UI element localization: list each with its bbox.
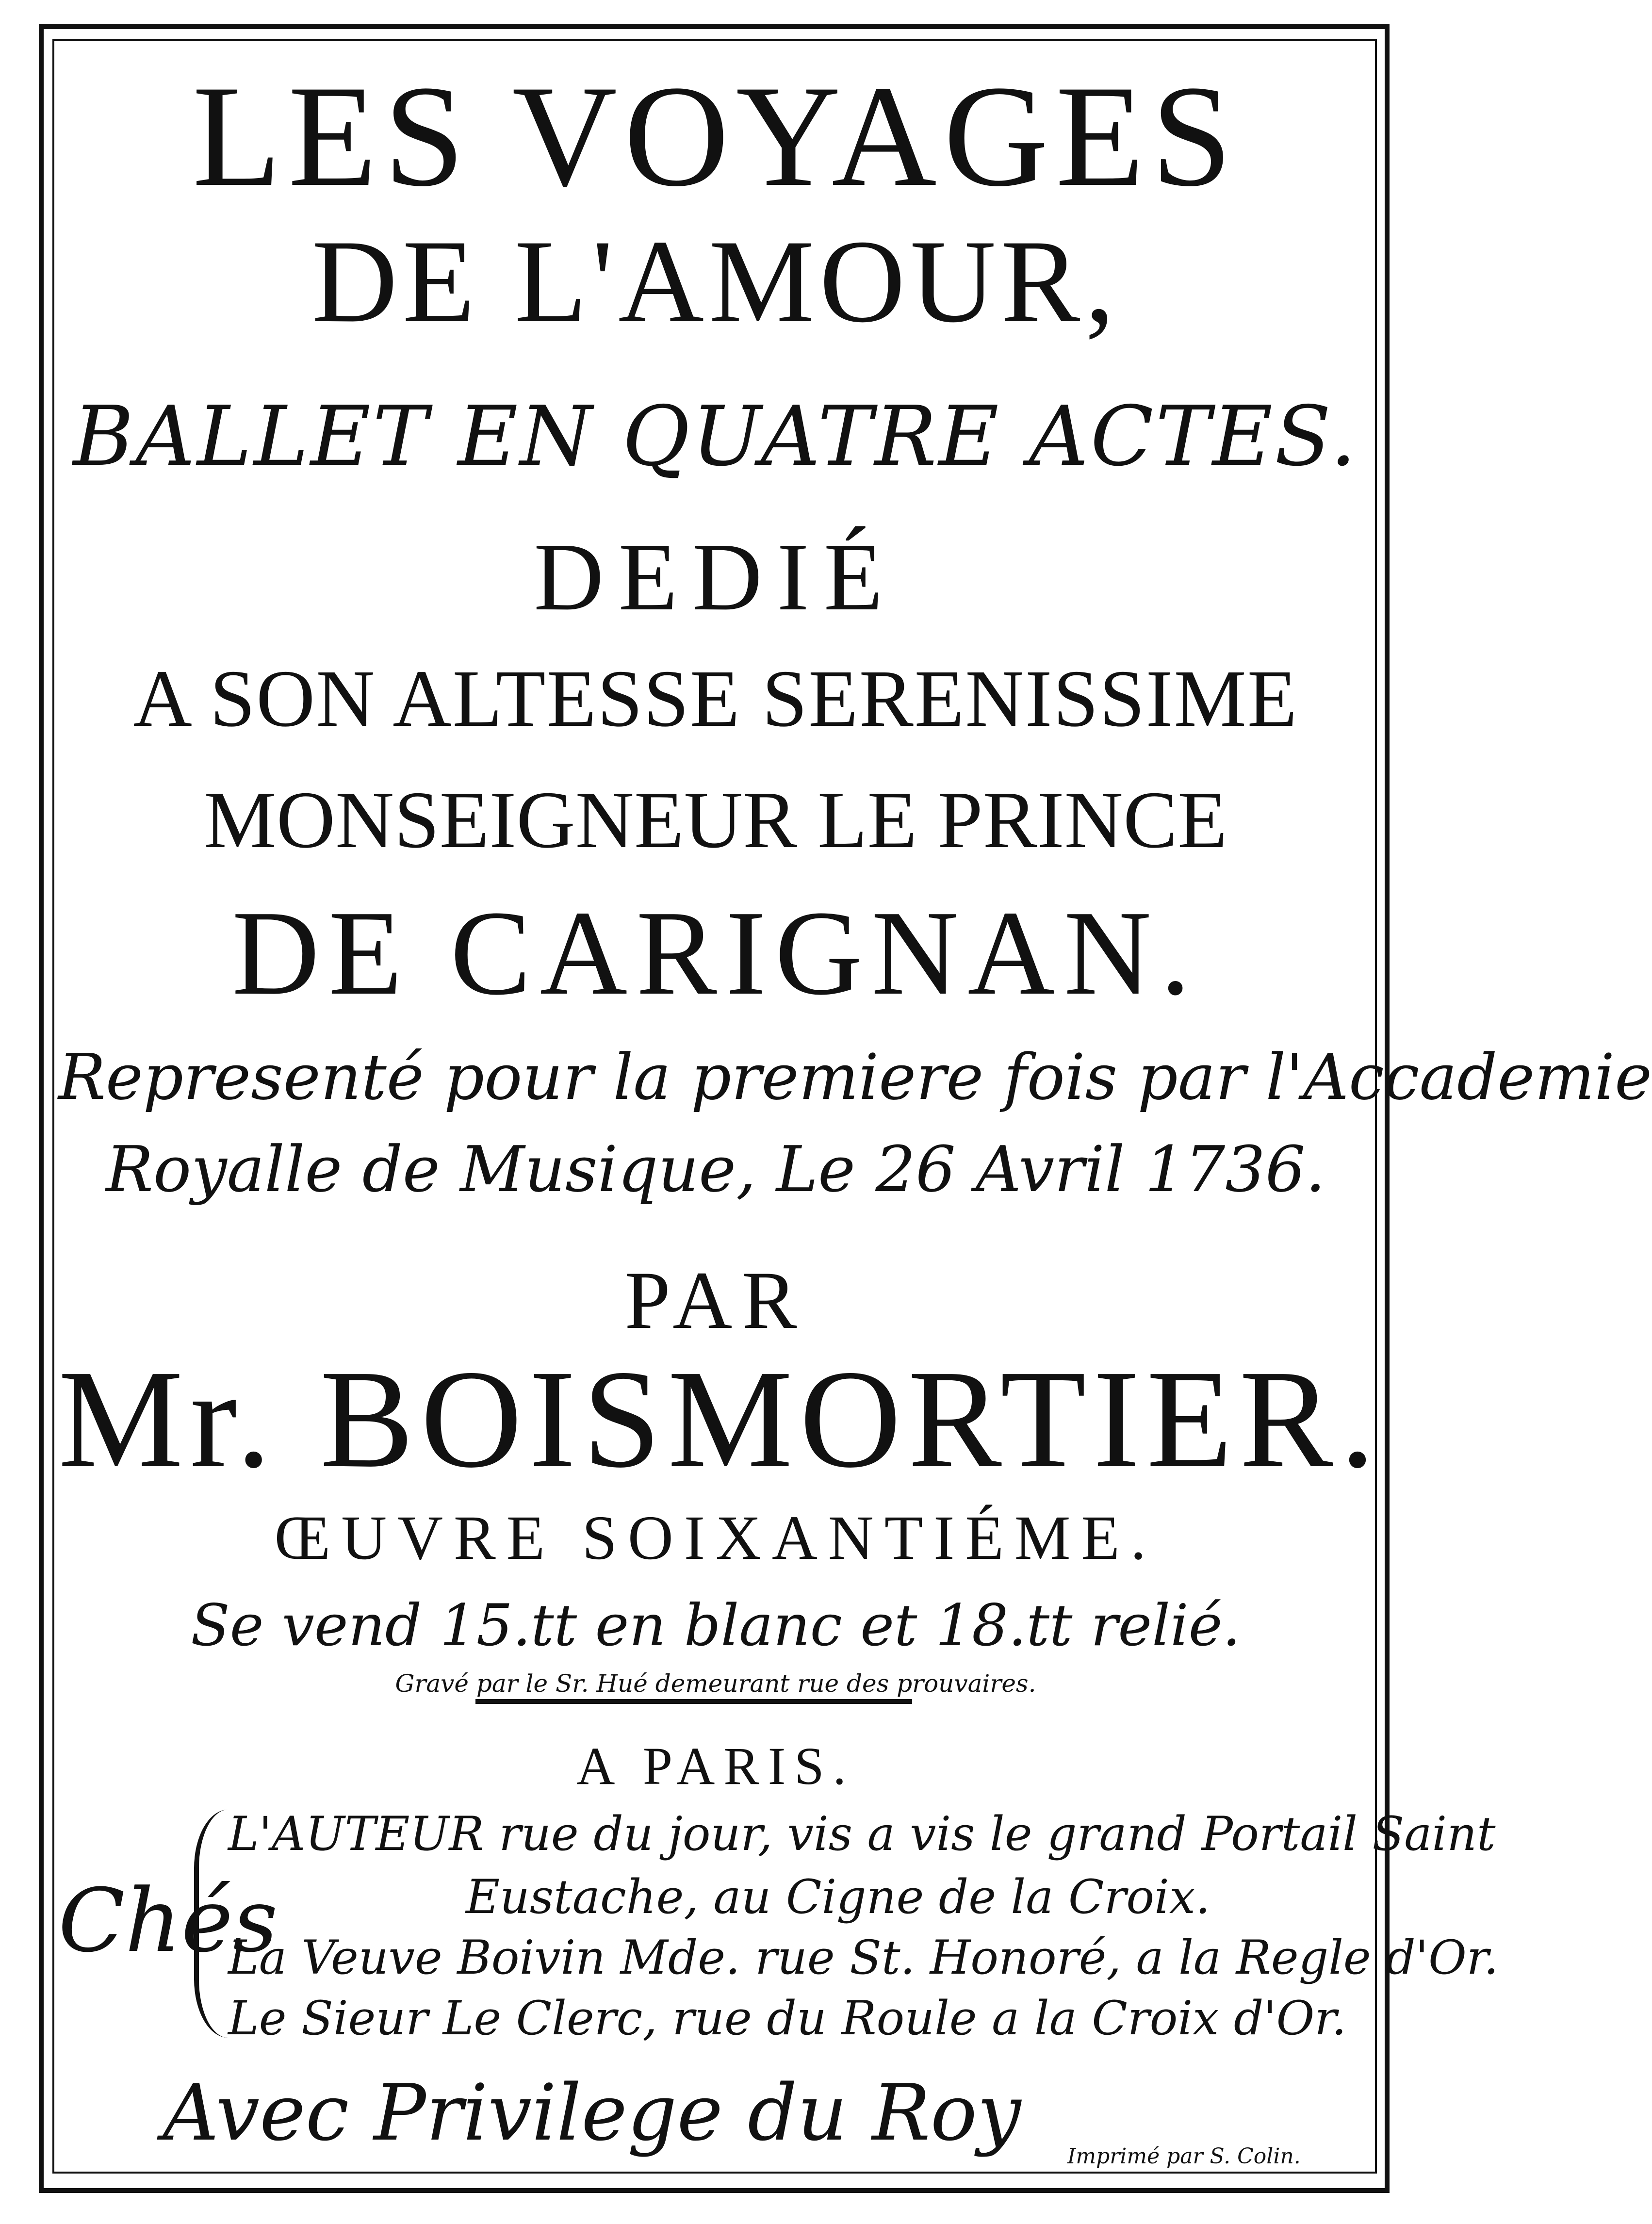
city-label: A PARIS. bbox=[576, 1736, 855, 1796]
curly-brace-icon bbox=[194, 1810, 228, 2038]
price-line: Se vend 15.tt en blanc et 18.tt relié. bbox=[190, 1592, 1241, 1659]
dedicatee-line-3: DE CARIGNAN. bbox=[232, 886, 1199, 1020]
by-label: PAR bbox=[624, 1255, 807, 1346]
dedication-heading: DEDIÉ bbox=[534, 523, 898, 631]
printer-credit: Imprimé par S. Colin. bbox=[1067, 2144, 1301, 2169]
title-line-1: LES VOYAGES bbox=[192, 55, 1239, 216]
engraver-underline bbox=[475, 1699, 912, 1704]
composer-name: Mr. BOISMORTIER. bbox=[58, 1341, 1382, 1497]
title-line-2: DE L'AMOUR, bbox=[311, 215, 1120, 347]
ches-label: Chés bbox=[58, 1870, 278, 1972]
address-line-4: Le Sieur Le Clerc, rue du Roule a la Croix d'Or. bbox=[228, 1991, 1347, 2045]
privilege-line: Avec Privilege du Roy bbox=[163, 2067, 1021, 2158]
opus-number: ŒUVRE SOIXANTIÉME. bbox=[274, 1503, 1157, 1573]
engraver-credit: Gravé par le Sr. Hué demeurant rue des prouvaires. bbox=[395, 1669, 1036, 1698]
performance-line-2: Royalle de Musique, Le 26 Avril 1736. bbox=[106, 1132, 1325, 1206]
address-line-2: Eustache, au Cigne de la Croix. bbox=[466, 1870, 1210, 1924]
dedicatee-line-2: MONSEIGNEUR LE PRINCE bbox=[204, 775, 1227, 865]
performance-line-1: Representé pour la premiere fois par l'Accademie bbox=[58, 1040, 1652, 1114]
address-line-1: L'AUTEUR rue du jour, vis a vis le grand Portail Saint bbox=[228, 1807, 1496, 1861]
address-line-3: La Veuve Boivin Mde. rue St. Honoré, a la Regle d'Or. bbox=[228, 1930, 1499, 1985]
subtitle-ballet: BALLET EN QUATRE ACTES. bbox=[73, 389, 1358, 485]
dedicatee-line-1: A SON ALTESSE SERENISSIME bbox=[133, 654, 1298, 744]
